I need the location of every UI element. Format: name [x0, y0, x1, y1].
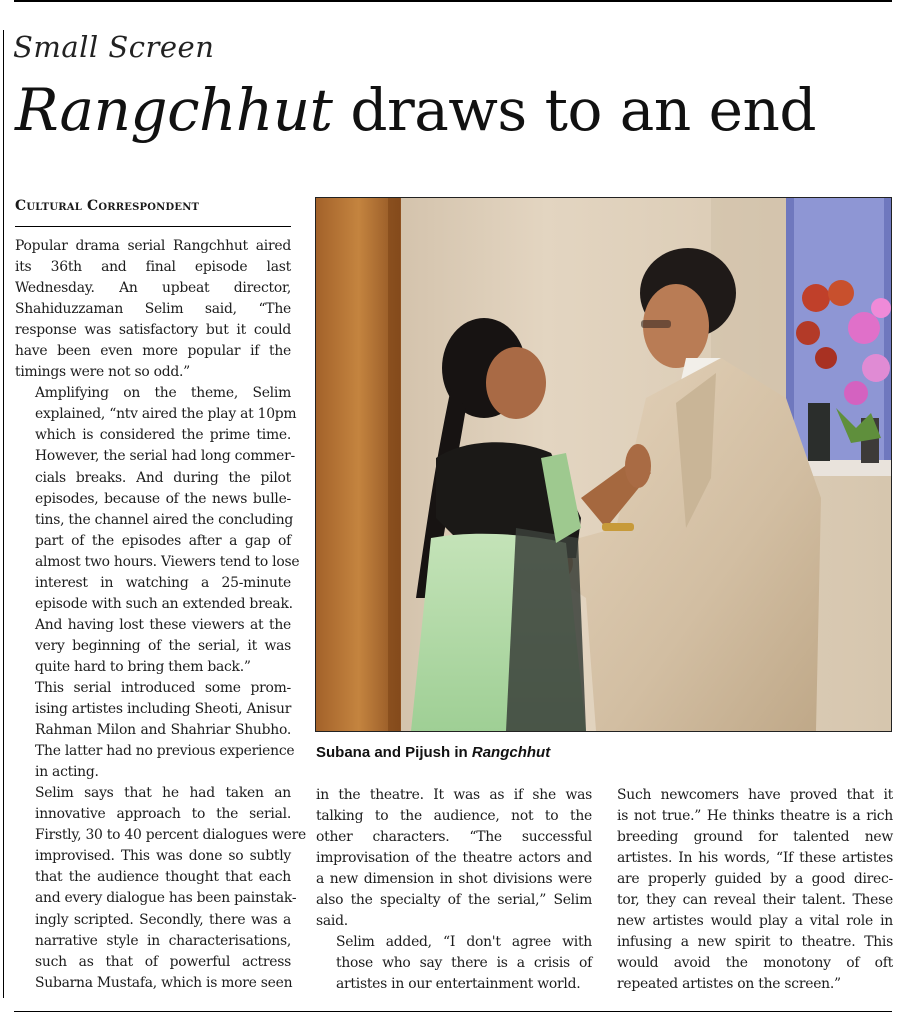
text-line: innovative approach to the serial. — [35, 806, 291, 823]
text-line: new artistes would play a vital role in — [617, 913, 893, 930]
section-kicker: Small Screen — [13, 30, 215, 64]
caption-title: Rangchhut — [471, 744, 551, 761]
text-line: ingly scripted. Secondly, there was a — [35, 911, 291, 928]
text-line: Shahiduzzaman Selim said, “The — [15, 301, 291, 318]
text-line: in the theatre. It was as if she was — [316, 787, 592, 803]
text-line: episodes, because of the news bulle- — [35, 490, 291, 507]
paragraph — [316, 932, 592, 995]
text-line: would avoid the monotony of oft — [617, 955, 893, 972]
text-line: Subarna Mustafa, which is more seen — [35, 974, 293, 991]
text-line: infusing a new spirit to theatre. This — [617, 934, 893, 951]
text-line: The latter had no previous experience — [35, 743, 295, 760]
paragraph — [15, 678, 295, 783]
text-line: cials breaks. And during the pilot — [35, 469, 291, 486]
text-line: almost two hours. Viewers tend to lose — [35, 553, 300, 570]
text-line: quite hard to bring them back.” — [35, 658, 251, 675]
text-line: narrative style in characterisations, — [35, 932, 291, 949]
text-line: other characters. “The successful — [316, 829, 592, 846]
article-photo — [315, 197, 892, 732]
text-line: talking to the audience, not to the — [316, 808, 592, 825]
article-column-2 — [316, 785, 592, 995]
text-line: Firstly, 30 to 40 percent dialogues were — [35, 827, 306, 844]
article-column-1 — [15, 236, 306, 994]
text-line: are properly guided by a good direc- — [617, 871, 893, 888]
text-line: also the specialty of the serial,” Selim — [316, 892, 592, 909]
text-line: improvisation of the theatre actors and — [316, 850, 592, 867]
bottom-rule — [14, 1011, 892, 1012]
left-rule — [3, 30, 4, 998]
article-column-3 — [617, 785, 893, 995]
photo-caption — [316, 744, 550, 761]
text-line: which is considered the prime time. — [35, 427, 291, 444]
text-line: Such newcomers have proved that it — [617, 787, 893, 803]
text-line: have been even more popular if the — [15, 343, 291, 360]
text-line: However, the serial had long commer- — [35, 448, 295, 465]
paragraph — [15, 383, 300, 678]
text-line: Wednesday. An upbeat director, — [15, 280, 291, 297]
text-line: response was satisfactory but it could — [15, 322, 291, 339]
text-line: And having lost these viewers at the — [35, 616, 291, 633]
text-line: and every dialogue has been painstak- — [35, 890, 297, 907]
text-line: tins, the channel aired the concluding — [35, 511, 294, 528]
text-line: Selim says that he had taken an — [35, 785, 291, 802]
text-line: in acting. — [35, 764, 99, 781]
text-line: Selim added, “I don't agree with — [336, 934, 592, 951]
paragraph — [316, 785, 592, 932]
text-line: breeding ground for talented new — [617, 829, 893, 846]
text-line: timings were not so odd.” — [15, 364, 191, 381]
text-line: tor, they can reveal their talent. These — [617, 892, 893, 909]
text-line: those who say there is a crisis of — [336, 955, 592, 972]
headline-rest: draws to an end — [332, 76, 816, 144]
text-line: artistes. In his words, “If these artistes — [617, 850, 893, 867]
text-line: is not true.” He thinks theatre is a rich — [617, 808, 893, 825]
text-line: Amplifying on the theme, Selim — [35, 385, 291, 402]
caption-text: Subana and Pijush in — [316, 744, 472, 761]
text-line: improvised. This was done so subtly — [35, 848, 291, 865]
byline-rule — [15, 226, 291, 227]
text-line: said. — [316, 913, 348, 930]
headline — [15, 76, 816, 144]
text-line: interest in watching a 25-minute — [35, 574, 291, 591]
text-line: Popular drama serial Rangchhut aired — [15, 238, 291, 254]
headline-title: Rangchhut — [15, 76, 333, 144]
text-line: that the audience thought that each — [35, 869, 291, 886]
paragraph — [617, 785, 893, 995]
text-line: ising artistes including Sheoti, Anisur — [35, 701, 292, 718]
text-line: such as that of powerful actress — [35, 953, 291, 970]
text-line: very beginning of the serial, it was — [35, 637, 291, 654]
text-line: Rahman Milon and Shahriar Shubho. — [35, 722, 291, 739]
text-line: a new dimension in shot divisions were — [316, 871, 592, 888]
photo-scene-drawing — [316, 198, 891, 731]
text-line: its 36th and final episode last — [15, 259, 291, 276]
text-line: explained, “ntv aired the play at 10pm — [35, 406, 297, 423]
top-rule — [14, 0, 892, 2]
text-line: episode with such an extended break. — [35, 595, 293, 612]
paragraph — [15, 236, 291, 383]
text-line: repeated artistes on the screen.” — [617, 976, 841, 993]
text-line: This serial introduced some prom- — [35, 679, 291, 696]
text-line: artistes in our entertainment world. — [336, 976, 581, 993]
paragraph — [15, 783, 306, 993]
text-line: part of the episodes after a gap of — [35, 532, 291, 549]
byline: Cultural Correspondent — [15, 198, 200, 214]
